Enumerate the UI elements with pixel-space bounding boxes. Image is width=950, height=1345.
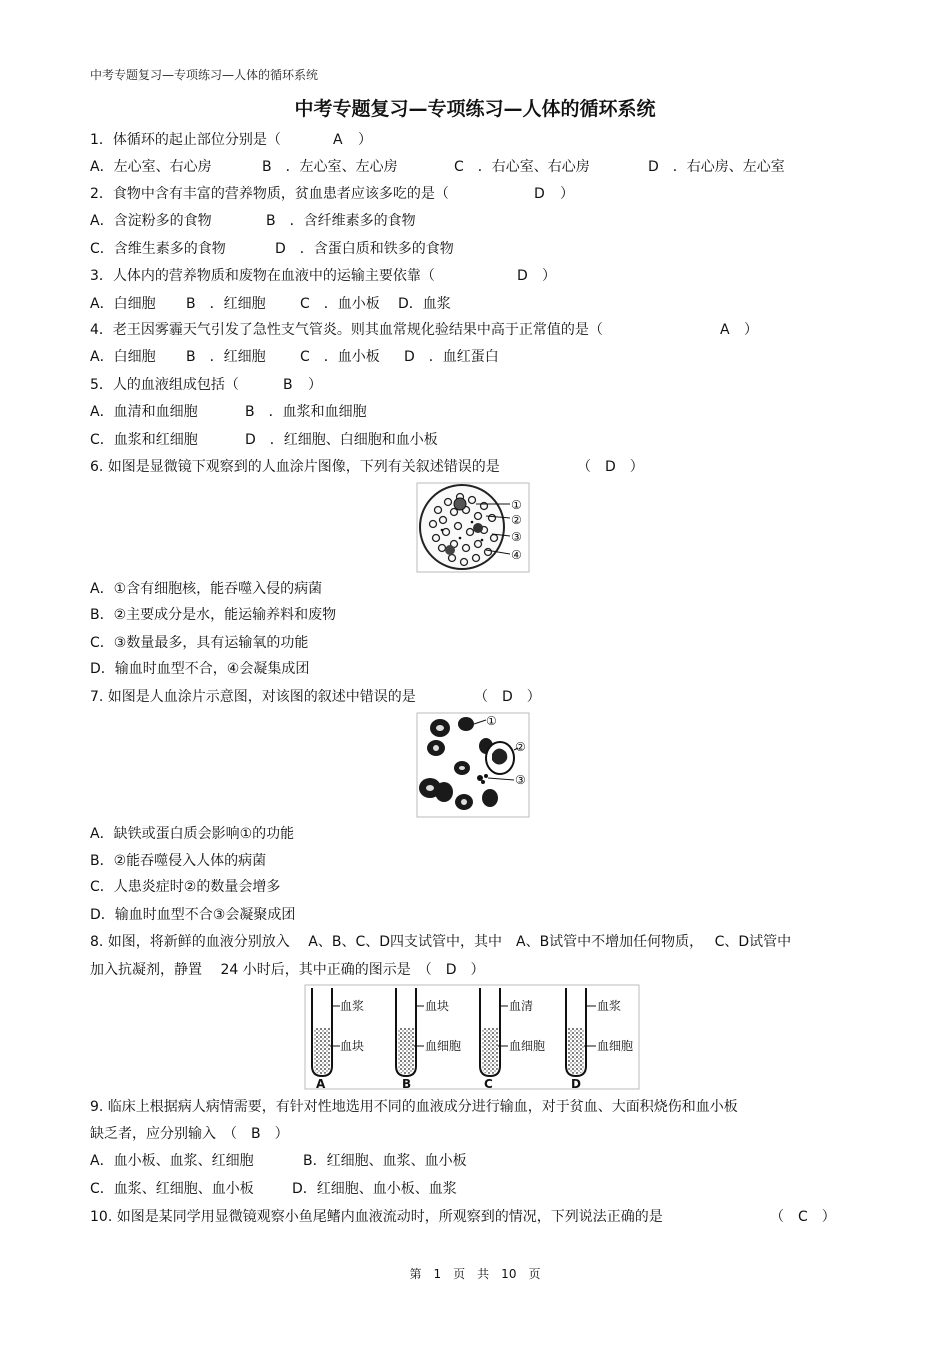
running-header: 中考专题复习—专项练习—人体的循环系统 bbox=[90, 68, 319, 82]
q5-answer: B bbox=[283, 377, 293, 393]
q6-stem: 6. 如图是显微镜下观察到的人血涂片图像，下列有关叙述错误的是 bbox=[90, 459, 500, 475]
q7-option-d: D．输血时血型不合③会凝聚成团 bbox=[90, 907, 296, 923]
q10-answer: （ C ） bbox=[770, 1209, 836, 1225]
q4-option-b: B ．红细胞 bbox=[186, 349, 266, 365]
blood-smear-figure-2 bbox=[416, 712, 532, 820]
q2-stem: 2．食物中含有丰富的营养物质，贫血患者应该多吃的是（ bbox=[90, 186, 449, 202]
q5-option-c: C．血浆和红细胞 bbox=[90, 432, 198, 448]
q6-option-b: B．②主要成分是水，能运输养料和废物 bbox=[90, 607, 337, 623]
q3-option-a: A．白细胞 bbox=[90, 296, 156, 312]
q5-option-b: B ．血浆和血细胞 bbox=[245, 404, 367, 420]
q6-answer: （ D ） bbox=[577, 459, 644, 475]
q2-option-b: B ．含纤维素多的食物 bbox=[266, 213, 416, 229]
q9-option-a: A．血小板、血浆、红细胞 bbox=[90, 1153, 254, 1169]
page-title: 中考专题复习—专项练习—人体的循环系统 bbox=[294, 98, 656, 120]
fig2-label-2: ② bbox=[515, 740, 526, 754]
q1-option-d: D ．右心房、左心室 bbox=[648, 159, 785, 175]
q3-answer: D bbox=[517, 268, 528, 284]
fig1-label-4: ④ bbox=[511, 548, 522, 562]
q5-stem: 5．人的血液组成包括（ bbox=[90, 377, 239, 393]
q4-option-d: D ．血红蛋白 bbox=[404, 349, 499, 365]
q4-close: ） bbox=[744, 322, 758, 338]
q3-stem: 3．人体内的营养物质和废物在血液中的运输主要依靠（ bbox=[90, 268, 435, 284]
tube-d-top-label: 血浆 bbox=[597, 999, 622, 1013]
q10-stem: 10. 如图是某同学用显微镜观察小鱼尾鳍内血液流动时，所观察到的情况，下列说法正确的是 bbox=[90, 1209, 663, 1225]
tube-a bbox=[312, 988, 364, 1091]
q8-line-1: 8. 如图，将新鲜的血液分别放入 A、B、C、D四支试管中，其中 A、B试管中不增加任何物质， C、D试管中 bbox=[90, 934, 792, 950]
q6-option-a: A．①含有细胞核，能吞噬入侵的病菌 bbox=[90, 581, 323, 597]
q4-stem: 4．老王因雾霾天气引发了急性支气管炎。则其血常规化验结果中高于正常值的是（ bbox=[90, 322, 603, 338]
tube-c-bottom-label: 血细胞 bbox=[509, 1039, 546, 1053]
q7-option-c: C．人患炎症时②的数量会增多 bbox=[90, 879, 281, 895]
tube-a-top-label: 血浆 bbox=[340, 999, 365, 1013]
q2-option-d: D ．含蛋白质和铁多的食物 bbox=[275, 241, 454, 257]
q3-option-c: C ．血小板 bbox=[300, 296, 380, 312]
q5-option-d: D ．红细胞、白细胞和血小板 bbox=[245, 432, 438, 448]
q7-option-a: A．缺铁或蛋白质会影响①的功能 bbox=[90, 826, 295, 842]
q4-answer: A bbox=[720, 322, 730, 338]
q3-option-b: B ．红细胞 bbox=[186, 296, 266, 312]
q1-option-a: A．左心室、右心房 bbox=[90, 159, 212, 175]
tube-d-bottom-label: 血细胞 bbox=[597, 1039, 634, 1053]
tube-c bbox=[480, 988, 545, 1091]
q1-stem: 1．体循环的起止部位分别是（ bbox=[90, 132, 281, 148]
test-tube-figure bbox=[304, 984, 642, 1092]
q1-option-b: B ．左心室、左心房 bbox=[262, 159, 398, 175]
fig2-label-1: ① bbox=[486, 714, 497, 728]
q2-option-a: A．含淀粉多的食物 bbox=[90, 213, 212, 229]
q7-stem: 7. 如图是人血涂片示意图，对该图的叙述中错误的是 bbox=[90, 689, 416, 705]
q3-option-d: D．血浆 bbox=[398, 296, 451, 312]
q6-option-c: C．③数量最多，具有运输氧的功能 bbox=[90, 635, 309, 651]
tube-a-letter: A bbox=[316, 1077, 326, 1091]
q4-option-c: C ．血小板 bbox=[300, 349, 380, 365]
q1-close: ） bbox=[358, 132, 372, 148]
q9-option-b: B．红细胞、血浆、血小板 bbox=[303, 1153, 467, 1169]
q7-answer: （ D ） bbox=[474, 689, 541, 705]
tube-c-top-label: 血清 bbox=[509, 999, 534, 1013]
q5-close: ） bbox=[308, 377, 322, 393]
q2-close: ） bbox=[560, 186, 574, 202]
q7-option-b: B．②能吞噬侵入人体的病菌 bbox=[90, 853, 267, 869]
tube-b-top-label: 血块 bbox=[425, 999, 450, 1013]
q5-option-a: A．血清和血细胞 bbox=[90, 404, 198, 420]
q6-option-d: D．输血时血型不合，④会凝集成团 bbox=[90, 661, 310, 677]
tube-b-letter: B bbox=[402, 1077, 412, 1091]
page-footer: 第 1 页 共 10 页 bbox=[409, 1267, 541, 1281]
tube-d-letter: D bbox=[571, 1077, 581, 1091]
q3-close: ） bbox=[542, 268, 556, 284]
tube-c-letter: C bbox=[484, 1077, 493, 1091]
tube-a-bottom-label: 血块 bbox=[340, 1039, 365, 1053]
q1-answer: A bbox=[333, 132, 343, 148]
fig1-label-2: ② bbox=[511, 513, 522, 527]
fig2-label-3: ③ bbox=[515, 773, 526, 787]
q9-line-1: 9. 临床上根据病人病情需要，有针对性地选用不同的血液成分进行输血，对于贫血、大面积烧伤和血小板 bbox=[90, 1099, 738, 1115]
q2-answer: D bbox=[534, 186, 545, 202]
tube-b-bottom-label: 血细胞 bbox=[425, 1039, 462, 1053]
q2-option-c: C．含维生素多的食物 bbox=[90, 241, 226, 257]
q1-option-c: C ．右心室、右心房 bbox=[454, 159, 590, 175]
fig1-label-3: ③ bbox=[511, 530, 522, 544]
fig1-label-1: ① bbox=[511, 498, 522, 512]
q9-line-2: 缺乏者，应分别输入 （ B ） bbox=[90, 1126, 289, 1142]
tube-d bbox=[566, 988, 633, 1091]
q8-line-2: 加入抗凝剂，静置 24 小时后，其中正确的图示是 （ D ） bbox=[90, 962, 485, 978]
tube-b bbox=[396, 988, 461, 1091]
blood-smear-figure-1 bbox=[416, 482, 532, 574]
q9-option-c: C．血浆、红细胞、血小板 bbox=[90, 1181, 254, 1197]
q4-option-a: A．白细胞 bbox=[90, 349, 156, 365]
q9-option-d: D．红细胞、血小板、血浆 bbox=[292, 1181, 457, 1197]
